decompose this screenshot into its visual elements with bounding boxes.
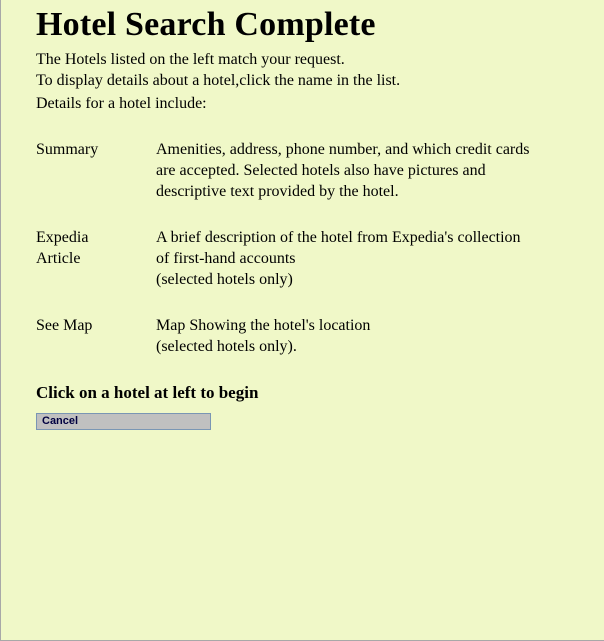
detail-term-line: See Map [36,317,93,334]
cancel-button[interactable]: Cancel [36,413,211,430]
intro-line-2: To display details about a hotel,click the name in the list. [36,72,401,89]
detail-term-line: Summary [36,141,99,158]
detail-description-line: A brief description of the hotel from Expedia's collection [156,229,521,246]
detail-row-see-map [36,315,596,357]
frame-left-border [0,0,1,641]
detail-row-expedia-article [36,227,596,290]
detail-description-line: descriptive text provided by the hotel. [156,183,399,200]
detail-description [156,227,596,290]
detail-term [36,227,156,290]
detail-term [36,315,156,357]
detail-description-line: Map Showing the hotel's location [156,317,371,334]
search-complete-panel [36,6,596,430]
details-intro: Details for a hotel include: [36,95,207,112]
detail-description [156,139,596,202]
detail-description [156,315,596,357]
detail-description-line: (selected hotels only). [156,338,297,355]
detail-description-line: are accepted. Selected hotels also have pictures and [156,162,486,179]
details-list [36,139,596,357]
detail-term-line: Expedia [36,229,89,246]
page-title: Hotel Search Complete [36,6,376,43]
detail-description-line: of first-hand accounts [156,250,296,267]
detail-description-line: (selected hotels only) [156,271,293,288]
detail-term [36,139,156,202]
begin-instruction: Click on a hotel at left to begin [36,383,259,402]
detail-description-line: Amenities, address, phone number, and which credit cards [156,141,530,158]
intro-line-1: The Hotels listed on the left match your request. [36,51,345,68]
detail-term-line: Article [36,250,81,267]
intro-text [36,49,596,114]
detail-row-summary [36,139,596,202]
